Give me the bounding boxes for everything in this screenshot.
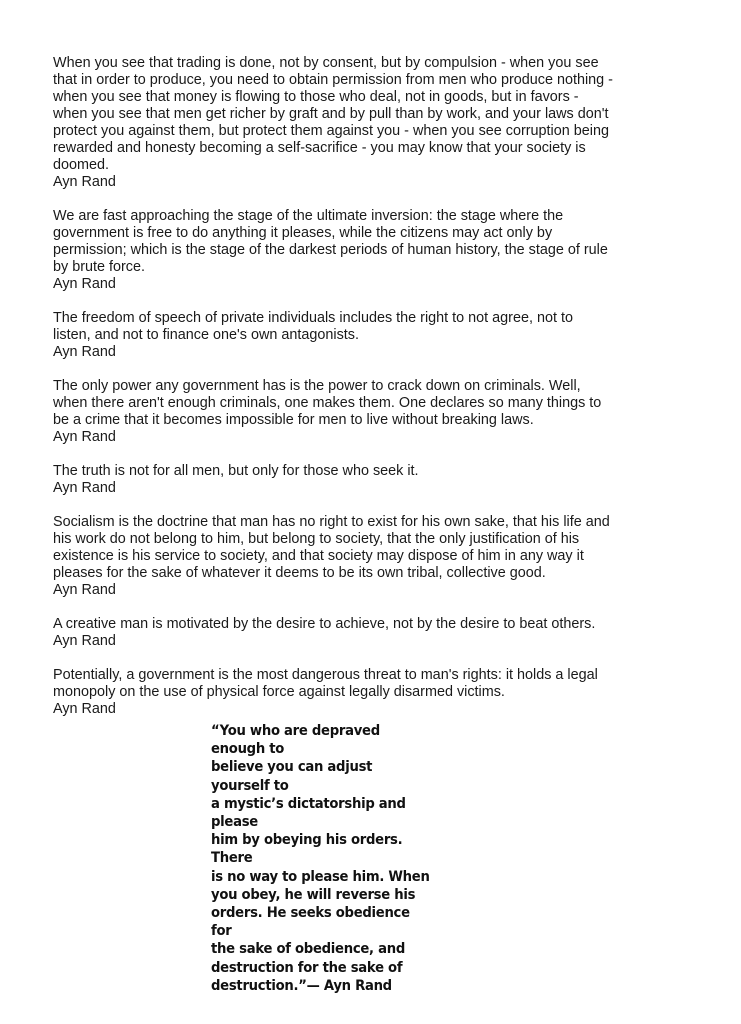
quote-text: Socialism is the doctrine that man has no right to exist for his own sake, that his life and his work do not belong to him, but belong to society, that the only justification of his existence is his service to society, and that society may dispose of him in any way it pleases for the sake of whatever it deems to be its own tribal, collective good.	[53, 514, 610, 581]
quote-1	[53, 55, 733, 191]
quotes-document	[53, 55, 733, 735]
quote-5	[53, 463, 733, 497]
image-quote: “You who are depraved enough to believe you can adjust yourself to a mystic’s dictatorship and please him by obeying his orders. There is no way to please him. When you obey, he will reverse his orders. He seeks obedience for the sake of obedience, and destruction for the sake of destruction.”— Ayn Rand	[211, 723, 430, 994]
quote-4	[53, 378, 733, 446]
quote-text: The freedom of speech of private individuals includes the right to not agree, not to listen, and not to finance one's own antagonists.	[53, 310, 573, 343]
quote-author: Ayn Rand	[53, 344, 116, 360]
quote-author: Ayn Rand	[53, 582, 116, 598]
quote-2	[53, 208, 733, 293]
quote-text: When you see that trading is done, not by consent, but by compulsion - when you see that in order to produce, you need to obtain permission from men who produce nothing - when you see that money is flowing to those who deal, not in goods, but in favors - when you see that men get richer by graft and by pull than by work, and your laws don't protect you against them, but protect them against you - when you see corruption being rewarded and honesty becoming a self-sacrifice - you may know that your society is doomed.	[53, 55, 613, 173]
quote-3	[53, 310, 733, 361]
quote-text: The truth is not for all men, but only for those who seek it.	[53, 463, 419, 479]
quote-author: Ayn Rand	[53, 276, 116, 292]
quote-text: The only power any government has is the power to crack down on criminals. Well, when there aren't enough criminals, one makes them. One declares so many things to be a crime that it becomes impossible for men to live without breaking laws.	[53, 378, 602, 428]
quote-author: Ayn Rand	[53, 480, 116, 496]
quote-7	[53, 616, 733, 650]
quote-text: Potentially, a government is the most dangerous threat to man's rights: it holds a legal monopoly on the use of physical force against legally disarmed victims.	[53, 667, 598, 700]
quote-text: A creative man is motivated by the desire to achieve, not by the desire to beat others.	[53, 616, 596, 632]
quote-author: Ayn Rand	[53, 174, 116, 190]
quote-author: Ayn Rand	[53, 633, 116, 649]
quote-8	[53, 667, 733, 718]
quote-author: Ayn Rand	[53, 429, 116, 445]
quote-6	[53, 514, 733, 599]
quote-author: Ayn Rand	[53, 701, 116, 717]
quote-text: We are fast approaching the stage of the ultimate inversion: the stage where the government is free to do anything it pleases, while the citizens may act only by permission; which is the stage of the darkest periods of human history, the stage of rule by brute force.	[53, 208, 608, 275]
